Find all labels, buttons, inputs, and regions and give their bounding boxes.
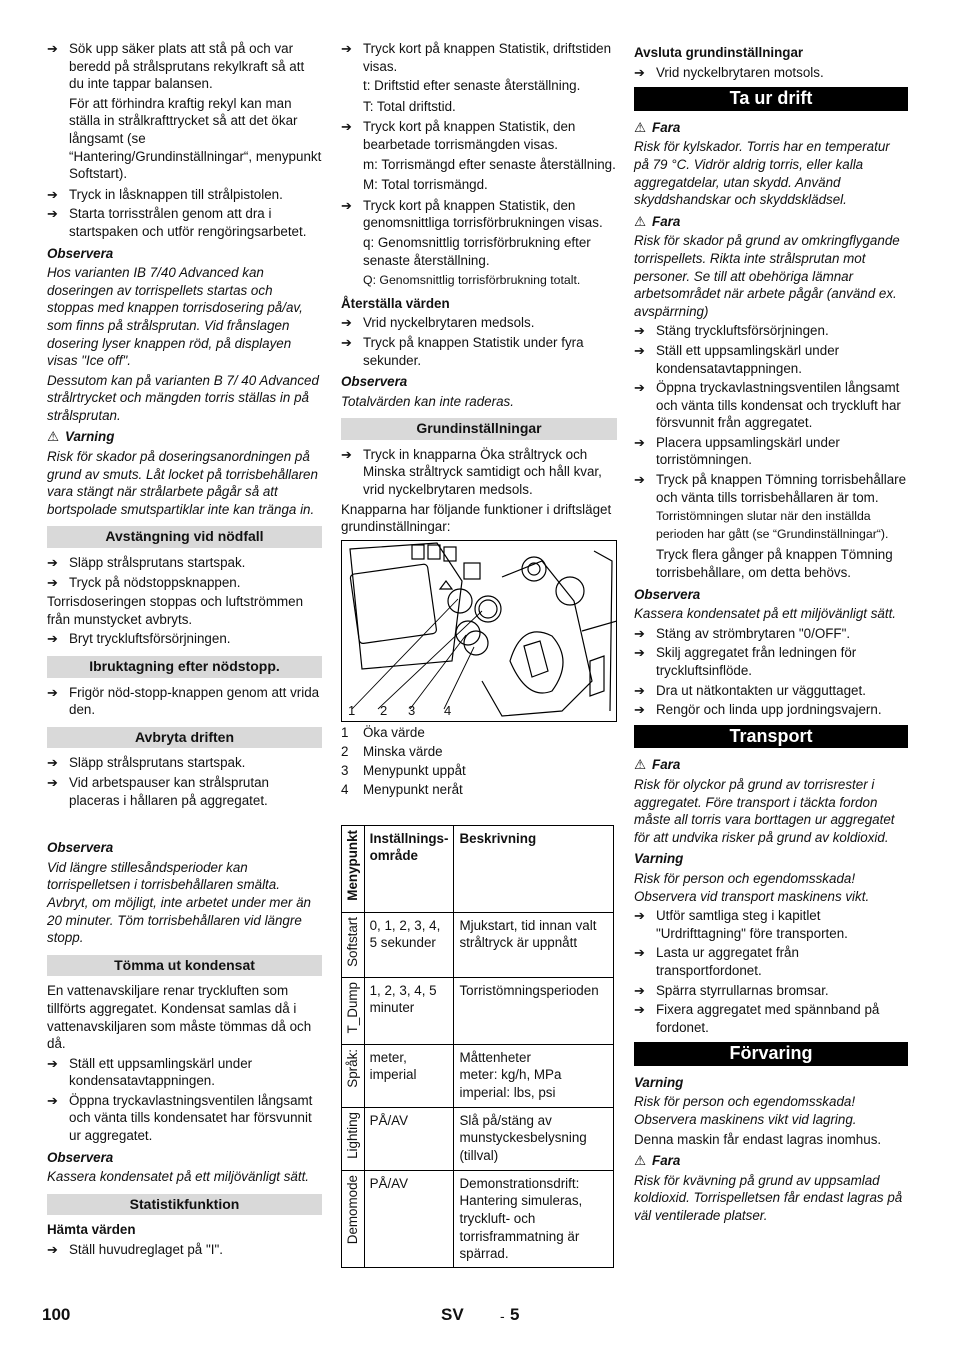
paragraph: En vattenavskiljare renar tryckluften som tillförts aggregatet. Kondensat samlas då i vattenavskiljaren som måste tömmas då och då. <box>47 983 312 1052</box>
warning-text: Risk för person och egendomsskada! Observera maskinens vikt vid lagring. <box>634 1094 857 1128</box>
note-text: Dessutom kan på varianten B 7/ 40 Advanced strålrtrycket och mängden torris ställas in på strålsprutan. <box>47 372 319 423</box>
step-continuation: t: Driftstid efter senaste återställning. <box>363 78 581 94</box>
step: ➔ Släpp strålsprutans startspak. <box>47 554 322 572</box>
table-row <box>342 1170 614 1267</box>
table-cell: Demomode <box>342 1170 365 1267</box>
step: ➔ Dra ut nätkontakten ur vägguttaget. <box>634 682 908 700</box>
figure-callout-number: 1 <box>348 703 356 719</box>
table-header-cell: Menypunkt <box>342 825 365 912</box>
step: ➔ Frigör nöd-stopp-knappen genom att vrida den. <box>47 684 322 719</box>
note-label: Observera <box>47 245 114 261</box>
warning-label: ⚠ Varning <box>47 428 322 446</box>
note-label: Observera <box>47 840 114 856</box>
warning-label: Varning <box>634 851 684 867</box>
table-cell: Måttenheter meter: kg/h, MPa imperial: lbs, psi <box>454 1044 614 1107</box>
table-cell: Lighting <box>342 1107 365 1170</box>
control-panel-figure <box>341 540 617 722</box>
section-heading: Avstängning vid nödfall <box>47 526 322 548</box>
step: ➔ Stäng av strömbrytaren "0/OFF". <box>634 625 908 643</box>
danger-text: Risk för olyckor på grund av torrisrester i aggregatet. Före transport i täckta fordon måste all torris vara borttagen ur aggregatet för att undvika risker på grund av koldioxid. <box>634 776 895 845</box>
table-cell: PÅ/AV <box>364 1107 454 1170</box>
legend-item: 3 Menypunkt uppåt <box>341 763 466 779</box>
step: ➔ Tryck in låsknappen till strålpistolen. <box>47 186 322 204</box>
subheading: Hämta värden <box>47 1222 136 1238</box>
step: ➔ Tryck på knappen Tömning torrisbehållare och vänta tills torrisbehållaren är tom. <box>634 471 908 506</box>
subheading: Återställa värden <box>341 295 450 311</box>
step: ➔ Tryck på nödstoppsknappen. <box>47 574 322 592</box>
step-continuation: Tryck flera gånger på knappen Tömning torrisbehållare, om detta behövs. <box>656 547 893 581</box>
figure-callout-number: 2 <box>380 703 388 719</box>
table-row <box>342 977 614 1044</box>
step: ➔ Placera uppsamlingskärl under torristömningen. <box>634 434 908 469</box>
step: ➔ Lasta ur aggregatet från transportfordonet. <box>634 944 908 979</box>
step: ➔ Spärra styrrullarnas bromsar. <box>634 982 908 1000</box>
warning-text: Risk för person och egendomsskada! Observera vid transport maskinens vikt. <box>634 870 870 904</box>
step-continuation: m: Torrismängd efter senaste återställning. <box>363 156 616 172</box>
section-heading: Ibruktagning efter nödstopp. <box>47 656 322 678</box>
chapter-heading: Förvaring <box>634 1042 908 1066</box>
step: ➔ Öppna tryckavlastningsventilen långsamt och vänta tills kondensatet har försvunnit ur aggregatet. <box>47 1092 322 1145</box>
step-continuation: Torristömningen slutar när den inställda perioden har gått (se “Grundinställningar“). <box>656 509 889 541</box>
legend-item: 1 Öka värde <box>341 724 425 740</box>
step: ➔ Utför samtliga steg i kapitlet "Urdrifttagning" före transporten. <box>634 907 908 942</box>
note-text: Hos varianten IB 7/40 Advanced kan doseringen av torrispellets startas och stoppas med knappen torrisdosering på/av, som finns på strålsprutan. Vid frånslagen dosering lyser knappen röd, på displayen visas "Ice off". <box>47 265 303 369</box>
table-cell: 1, 2, 3, 4, 5 minuter <box>364 977 454 1044</box>
control-panel-illustration <box>342 541 617 722</box>
step: ➔ Vrid nyckelbrytaren motsols. <box>634 64 908 82</box>
step: ➔ Rengör och linda upp jordningsvajern. <box>634 701 908 719</box>
note-text: Kassera kondensatet på ett miljövänligt sätt. <box>47 1169 310 1185</box>
step: ➔ Sök upp säker plats att stå på och var beredd på strålsprutans rekylkraft så att du inte tappar balansen. <box>47 40 322 93</box>
table-cell: Softstart <box>342 912 365 977</box>
section-page-number: 5 <box>510 1305 520 1324</box>
table-header-row <box>342 825 614 912</box>
section-heading: Avbryta driften <box>47 727 322 749</box>
table-cell: 0, 1, 2, 3, 4, 5 sekunder <box>364 912 454 977</box>
note-label: Observera <box>634 586 701 602</box>
step: ➔ Ställ ett uppsamlingskärl under kondensatavtappningen. <box>47 1055 322 1090</box>
step: ➔ Vid arbetspauser kan strålsprutan placeras i hållaren på aggregatet. <box>47 774 322 809</box>
step: ➔ Tryck på knappen Statistik under fyra sekunder. <box>341 334 617 369</box>
language-code: SV <box>441 1305 464 1324</box>
warning-text: Risk för skador på doseringsanordningen på grund av smuts. Låt locket på torrisbehållaren vara stängt när strålarbete pågår så att bortspolade smutspartiklar inte kan tränga in. <box>47 449 318 517</box>
step: ➔ Bryt tryckluftsförsörjningen. <box>47 630 322 648</box>
chapter-heading: Transport <box>634 725 908 749</box>
step: ➔ Släpp strålsprutans startspak. <box>47 754 322 772</box>
danger-label: ⚠ Fara <box>634 119 908 137</box>
paragraph: Knapparna har följande funktioner i driftsläget grundinställningar: <box>341 501 612 535</box>
step: ➔ Öppna tryckavlastningsventilen långsamt och vänta tills kondensat och tryckluft har försvunnit från aggregatet. <box>634 379 908 432</box>
figure-callout-number: 3 <box>408 703 416 719</box>
figure-callout-number: 4 <box>444 703 452 719</box>
chapter-heading: Ta ur drift <box>634 87 908 111</box>
legend-item: 4 Menypunkt neråt <box>341 782 463 798</box>
column-right <box>634 40 908 1227</box>
table-row <box>342 1107 614 1170</box>
note-text: Totalvärden kan inte raderas. <box>341 393 514 409</box>
step: ➔ Tryck in knapparna Öka stråltryck och Minska stråltryck samtidigt och håll kvar, vrid nyckelbrytaren medsols. <box>341 446 617 499</box>
step-continuation: q: Genomsnittlig torrisförbrukning efter senaste återställning. <box>363 234 591 268</box>
danger-label: ⚠ Fara <box>634 1152 908 1170</box>
step: ➔ Ställ huvudreglaget på "I". <box>47 1241 322 1259</box>
table-cell: Demonstrationsdrift: Hantering simuleras, tryckluft- och torrisframmatning är spärrad. <box>454 1170 614 1267</box>
danger-text: Risk för kvävning på grund av uppsamlad koldioxid. Torrispelletsen får endast lagras på väl ventilerade platser. <box>634 1172 903 1224</box>
step: ➔ Fixera aggregatet med spännband på fordonet. <box>634 1001 908 1036</box>
subheading: Avsluta grundinställningar <box>634 45 804 60</box>
legend-item: 2 Minska värde <box>341 743 443 759</box>
step: ➔ Tryck kort på knappen Statistik, den genomsnittliga torrisförbrukningen visas. <box>341 197 617 232</box>
table-cell: Mjukstart, tid innan valt stråltryck är uppnått <box>454 912 614 977</box>
note-text: Vid längre stillesåndsperioder kan torrispelletsen i torrisbehållaren smälta. Avbryt, om möjligt, inte arbetet under mer än 20 minuter. Töm torrisbehållaren vid längre stopp. <box>47 859 311 946</box>
figure-legend <box>341 724 617 799</box>
step: ➔ Tryck kort på knappen Statistik, driftstiden visas. <box>341 40 617 75</box>
step-continuation: M: Total torrismängd. <box>363 177 488 193</box>
note-label: Observera <box>47 1149 114 1165</box>
danger-text: Risk för kylskador. Torris har en temperatur på 79 °C. Vidrör aldrig torris, eller kalla aggregatdelar, utan skydd. Använd skyddshandskar och skyddsklädsel. <box>634 139 890 208</box>
note-text: Kassera kondensatet på ett miljövänligt sätt. <box>634 606 897 622</box>
table-cell: Språk: <box>342 1044 365 1107</box>
step-continuation: Q: Genomsnittlig torrisförbrukning totalt. <box>363 273 581 288</box>
footer-separator: - <box>500 1308 505 1324</box>
section-heading: Statistikfunktion <box>47 1194 322 1216</box>
section-heading: Tömma ut kondensat <box>47 955 322 977</box>
table-header-cell: Beskrivning <box>454 825 614 912</box>
column-middle <box>341 40 617 1268</box>
paragraph: Denna maskin får endast lagras inomhus. <box>634 1131 882 1147</box>
column-left <box>47 40 322 1261</box>
step: ➔ Starta torrisstrålen genom att dra i startspaken och utför rengöringsarbetet. <box>47 205 322 240</box>
warning-label: Varning <box>634 1074 684 1090</box>
section-heading: Grundinställningar <box>341 418 617 440</box>
danger-label: ⚠ Fara <box>634 756 908 774</box>
table-row <box>342 912 614 977</box>
table-header-cell: Inställnings-område <box>364 825 454 912</box>
step: ➔ Skilj aggregatet från ledningen för tryckluftsinflöde. <box>634 644 908 679</box>
table-cell: PÅ/AV <box>364 1170 454 1267</box>
table-cell: meter, imperial <box>364 1044 454 1107</box>
step: ➔ Vrid nyckelbrytaren medsols. <box>341 314 617 332</box>
paragraph: Torrisdoseringen stoppas och luftströmmen från munstycket avbryts. <box>47 594 304 627</box>
table-row <box>342 1044 614 1107</box>
step: ➔ Stäng tryckluftsförsörjningen. <box>634 322 908 340</box>
step-continuation: T: Total driftstid. <box>363 98 456 114</box>
danger-label: ⚠ Fara <box>634 213 908 231</box>
table-cell: T_Dump <box>342 977 365 1044</box>
page-number: 100 <box>42 1305 71 1324</box>
step: ➔ Tryck kort på knappen Statistik, den bearbetade torrismängden visas. <box>341 118 617 153</box>
step: ➔ Ställ ett uppsamlingskärl under kondensatavtappningen. <box>634 342 908 377</box>
step-continuation: För att förhindra kraftig rekyl kan man ställa in strålkrafttrycket så att det ökar långsamt (se “Hantering/Grundinställningar“, menypunkt Softstart). <box>69 95 322 182</box>
note-label: Observera <box>341 374 408 390</box>
settings-table <box>341 825 614 1268</box>
table-cell: Torristömningsperioden <box>454 977 614 1044</box>
table-cell: Slå på/stäng av munstyckesbelysning (tillval) <box>454 1107 614 1170</box>
danger-text: Risk för skador på grund av omkringflygande torrispellets. Rikta inte strålsprutan mot personer. Se till att obehöriga lämnar arbetsområdet när arbete pågår (använd ex. avspärrning) <box>634 233 900 319</box>
